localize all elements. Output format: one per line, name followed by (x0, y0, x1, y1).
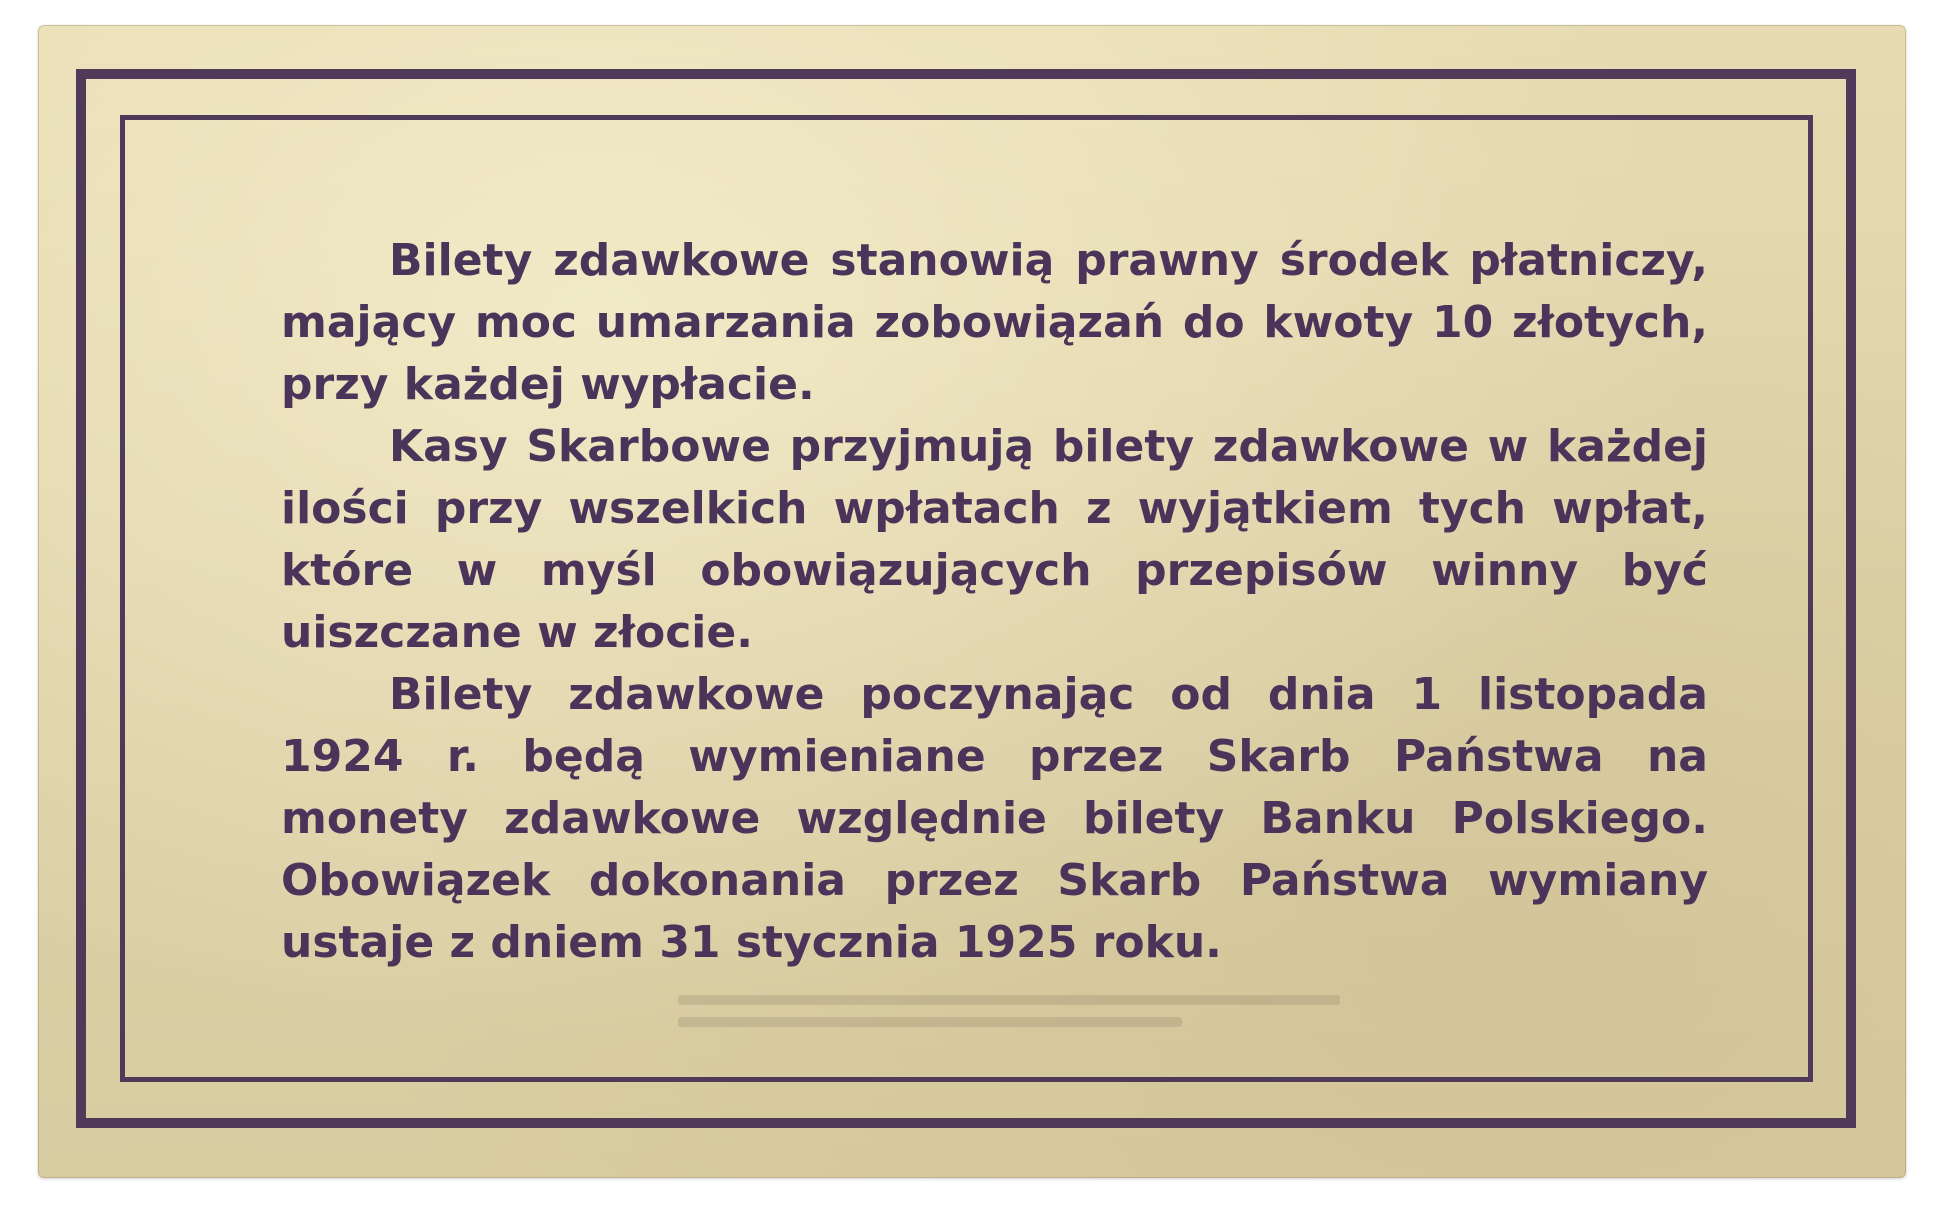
paragraph-exchange-terms: Bilety zdawkowe poczynając od dnia 1 listopada 1924 r. będą wymieniane przez Skarb Państwa na monety zdawkowe względnie bilety Banku Polskiego. Obowiązek dokonania przez Skarb Państwa wymiany ustaje z dniem 31 stycznia 1925 roku. (281, 669, 1708, 968)
paragraph-legal-tender: Bilety zdawkowe stanowią prawny środek płatniczy, mający moc umarzania zobowiązań do kwoty 10 złotych, przy każdej wypłacie. (281, 235, 1708, 410)
faint-bleed-through-print (678, 983, 1398, 1053)
paragraph-treasury-acceptance: Kasy Skarbowe przyjmują bilety zdawkowe w każdej ilości przy wszelkich wpłatach z wyjątkiem tych wpłat, które w myśl obowiązujących przepisów winny być uiszczane w złocie. (281, 421, 1708, 658)
banknote-reverse (38, 25, 1906, 1178)
legal-text (281, 230, 1708, 990)
